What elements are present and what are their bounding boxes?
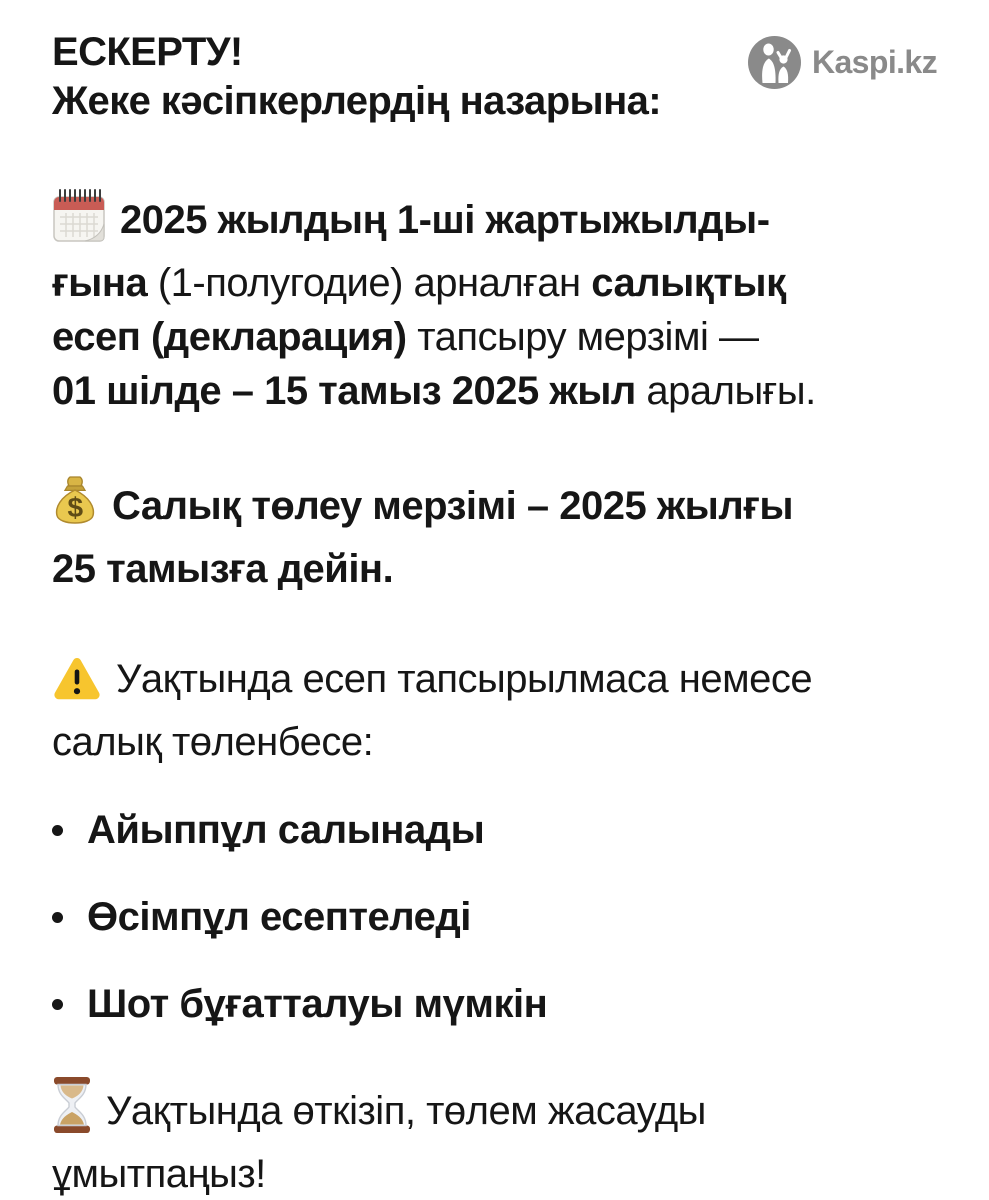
text-segment: Уақтында өткізіп, төлем жасауды: [106, 1089, 706, 1133]
reminder-line-2: [52, 1147, 937, 1200]
page-title: ЕСКЕРТУ!: [52, 30, 243, 74]
bullet-dot: [52, 825, 63, 836]
svg-text:$: $: [67, 492, 83, 523]
list-item-label: Шот бұғатталуы мүмкін: [87, 982, 548, 1026]
consequences-list: [52, 803, 937, 1031]
page-subtitle: Жеке кәсіпкерлердің назарына:: [52, 79, 662, 123]
kaspi-logo: [748, 36, 937, 89]
list-item: [52, 803, 937, 857]
report-deadline-line-4: [52, 364, 937, 418]
pay-deadline-line-2: [52, 542, 937, 596]
header: [52, 28, 937, 126]
reminder-line-1: [52, 1077, 937, 1147]
report-deadline-line-2: [52, 256, 937, 310]
warning-line-2: [52, 715, 937, 769]
paragraph-reminder: [52, 1077, 937, 1200]
text-bold-segment: 01 шілде – 15 тамыз 2025 жыл: [52, 369, 636, 413]
text-segment: салық төленбесе:: [52, 720, 374, 764]
hourglass-icon: [52, 1077, 92, 1147]
text-bold-segment: салықтық: [591, 261, 786, 305]
text-bold-segment: 2025 жылдың 1-ші жартыжылды-: [120, 198, 770, 242]
report-deadline-line-3: [52, 310, 937, 364]
warning-icon: [52, 656, 102, 715]
text-segment: ұмытпаңыз!: [52, 1152, 266, 1196]
text-segment: тапсыру мерзімі —: [406, 315, 759, 359]
money-bag-icon: [52, 476, 98, 542]
report-deadline-line-1: [52, 188, 937, 256]
kaspi-people-icon: [748, 36, 801, 89]
paragraph-report-deadline: [52, 188, 937, 418]
list-item-label: Айыппұл салынады: [87, 808, 485, 852]
text-segment: аралығы.: [635, 369, 816, 413]
paragraph-warning: [52, 652, 937, 769]
text-bold-segment: 25 тамызға дейін.: [52, 547, 394, 591]
spiral-calendar-icon: [52, 188, 106, 256]
text-bold-segment: есеп (декларация): [52, 315, 407, 359]
bullet-dot: [52, 912, 63, 923]
text-segment: Уақтында есеп тапсырылмаса немесе: [116, 657, 813, 701]
text-bold-segment: Салық төлеу мерзімі – 2025 жылғы: [112, 484, 794, 528]
list-item-label: Өсімпұл есептеледі: [87, 895, 471, 939]
list-item: [52, 977, 937, 1031]
bullet-dot: [52, 999, 63, 1010]
text-segment: (1-полугодие) арналған: [147, 261, 592, 305]
warning-line-1: [52, 652, 937, 715]
list-item: [52, 890, 937, 944]
text-bold-segment: ғына: [52, 261, 148, 305]
kaspi-logo-text: Kaspi.kz: [811, 44, 937, 80]
paragraph-pay-deadline: [52, 476, 937, 596]
pay-deadline-line-1: [52, 476, 937, 542]
